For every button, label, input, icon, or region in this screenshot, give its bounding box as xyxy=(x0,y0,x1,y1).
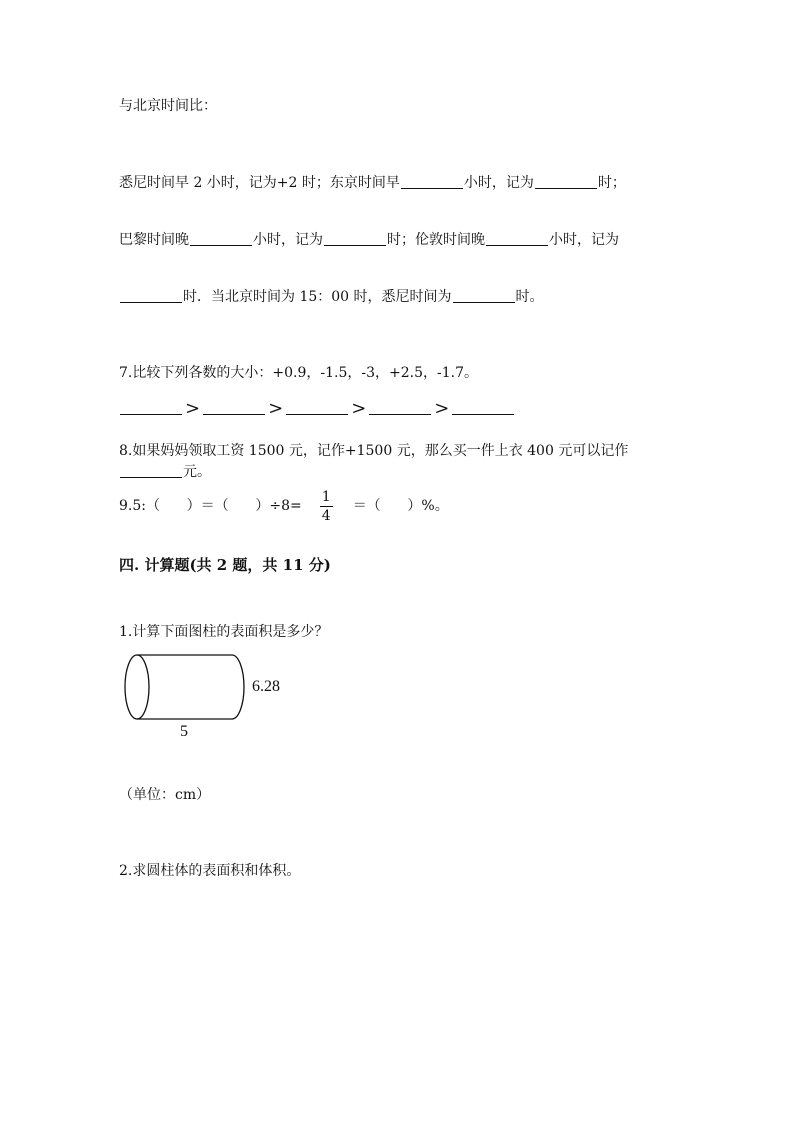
question-7: 7.比较下列各数的大小：+0.9，-1.5，-3，+2.5，-1.7。 xyxy=(119,365,478,381)
answer-blank-rank-1[interactable] xyxy=(120,400,182,415)
timezone-line-1: 悉尼时间早 2 小时，记为+2 时；东京时间早 小时，记为 时； xyxy=(119,175,626,191)
answer-blank-london-record[interactable] xyxy=(120,288,182,303)
calc-question-1: 1.计算下面图柱的表面积是多少？ xyxy=(119,624,329,640)
answer-blank-sydney-time[interactable] xyxy=(453,288,515,303)
answer-blank-london-hours[interactable] xyxy=(486,231,548,246)
circumference-label: 6.28 xyxy=(252,678,280,695)
greater-than-sign: > xyxy=(268,398,284,419)
question-8-line-2: 元。 xyxy=(119,463,211,481)
answer-blank-rank-5[interactable] xyxy=(452,400,514,415)
answer-blank-coat[interactable] xyxy=(120,463,182,478)
answer-blank-paris-hours[interactable] xyxy=(190,231,252,246)
answer-blank-tokyo-hours[interactable] xyxy=(401,174,463,189)
greater-than-sign: > xyxy=(185,398,201,419)
timezone-line-2: 巴黎时间晚 小时，记为 时；伦敦时间晚 小时，记为 xyxy=(119,232,619,248)
cylinder-left-face xyxy=(125,655,149,719)
timezone-intro: 与北京时间比： xyxy=(119,98,217,114)
fraction-bar xyxy=(320,506,333,507)
question-7-answer-row xyxy=(119,400,515,418)
greater-than-sign: > xyxy=(434,398,450,419)
answer-blank-rank-3[interactable] xyxy=(286,400,348,415)
unit-note: （单位：cm） xyxy=(119,787,211,803)
calc-question-2: 2.求圆柱体的表面积和体积。 xyxy=(119,863,301,879)
section-title: 四. 计算题(共 2 题，共 11 分) xyxy=(119,556,331,574)
greater-than-sign: > xyxy=(351,398,367,419)
answer-blank-rank-2[interactable] xyxy=(203,400,265,415)
length-label: 5 xyxy=(180,723,188,740)
answer-blank-tokyo-record[interactable] xyxy=(535,174,597,189)
question-8-line-1: 8.如果妈妈领取工资 1500 元，记作+1500 元，那么买一件上衣 400 元可以记作 xyxy=(119,443,629,459)
answer-blank-rank-4[interactable] xyxy=(369,400,431,415)
question-9: 9.5:（ ）＝（ ）÷8= $\frac{1}{4}$ ＝（ ）%。 xyxy=(119,488,449,524)
cylinder-figure xyxy=(118,648,258,728)
timezone-line-3: 时．当北京时间为 15：00 时，悉尼时间为 时。 xyxy=(119,288,544,306)
fraction-one-quarter: $\frac{1}{4}$ xyxy=(321,488,331,524)
answer-blank-paris-record[interactable] xyxy=(324,231,386,246)
cylinder-right-arc xyxy=(232,655,244,719)
